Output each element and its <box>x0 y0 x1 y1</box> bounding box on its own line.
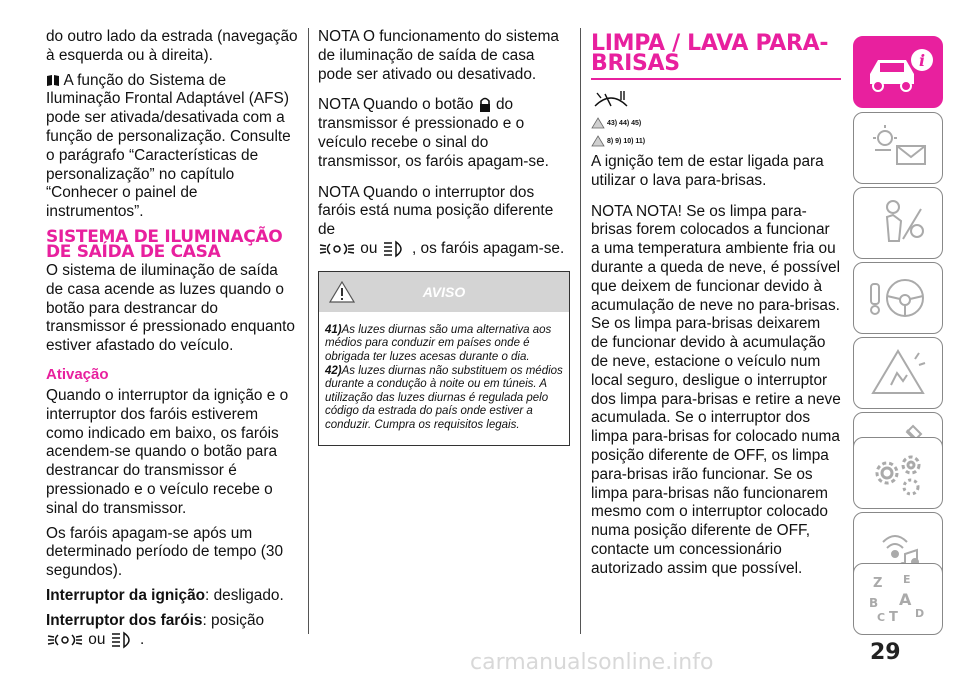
paragraph: do outro lado da estrada (navegação à esquerda ou à direita). <box>46 28 298 64</box>
warning-refs: 43) 44) 45) <box>607 119 642 127</box>
note-headlight-text-b: , os faróis apagam-se. <box>411 240 565 258</box>
index-letter: C <box>877 611 886 624</box>
low-beam-icon <box>110 631 136 649</box>
index-letter: B <box>869 596 879 610</box>
or-text: ou <box>88 630 106 648</box>
position-lights-icon <box>318 241 356 257</box>
svg-text:i: i <box>918 51 926 70</box>
caution-references <box>591 135 841 147</box>
tab-emergency[interactable] <box>853 337 943 409</box>
warning-item <box>325 365 563 433</box>
warning-header <box>319 272 569 312</box>
safety-seat-icon <box>863 195 933 251</box>
note: NOTA O funcionamento do sistema de iluminação de saída de casa pode ser ativado ou desativado. <box>318 28 559 83</box>
ignition-label: Interruptor da ignição <box>46 586 206 604</box>
emergency-triangle-icon <box>863 345 933 401</box>
lock-icon <box>478 97 492 113</box>
title-rule <box>591 78 841 80</box>
column-divider-2 <box>580 28 581 634</box>
headlight-symbols <box>46 631 298 650</box>
warning-text: As luzes diurnas não substituem os médios durante a condução à noite ou em túneis. A utilização das luzes diurnas é regulada pelo código da estrada do país onde estiver a conduzir. Cumpra os requisitos legais. <box>325 364 563 431</box>
warning-number: 42) <box>325 364 342 377</box>
chapter-title: LIMPA / LAVA PARA-BRISAS <box>591 31 829 76</box>
subsection-title: Ativação <box>46 365 109 383</box>
note-lock <box>318 96 570 171</box>
car-info-icon <box>858 44 938 100</box>
headlight-label: Interruptor dos faróis <box>46 611 203 629</box>
afs-text: A função do Sistema de Iluminação Frontal Adaptável (AFS) pode ser ativada/desativada com a função de personalização. Consulte o parágrafo “Características de personalização” no capítulo “Conhecer o painel de instrumentos”. <box>46 71 291 221</box>
paragraph-afs <box>46 72 298 222</box>
wiper-symbol <box>591 88 841 113</box>
caution-triangle-icon <box>591 135 605 147</box>
section-title: SISTEMA DE ILUMINAÇÃO DE SAÍDA DE CASA <box>46 226 283 262</box>
note-headlight <box>318 184 570 259</box>
tab-technical-specs[interactable] <box>853 437 943 509</box>
paragraph: Quando o interruptor da ignição e o interruptor dos faróis estiverem como indicado em baixo, os faróis acendem-se quando o botão para destrancar do transmissor é pressionado e o veículo recebe o sinal do transmissor. <box>46 386 289 517</box>
gears-icon <box>863 445 933 501</box>
caution-refs: 8) 9) 10) 11) <box>607 137 646 145</box>
page-number: 29 <box>870 640 901 665</box>
steering-wheel-icon <box>863 270 933 326</box>
tab-starting-driving[interactable] <box>853 262 943 334</box>
ignition-line <box>46 587 298 606</box>
headlight-line <box>46 612 298 631</box>
alphabet-index-icon <box>863 571 933 627</box>
index-letter: D <box>915 607 925 620</box>
note: NOTA NOTA! Se os limpa para-brisas forem colocados a funcionar a uma temperatura ambiente fria ou durante a queda de neve, é possível que deixem de funcionar devido à acumulação de neve no para-brisas. Se os limpa para-brisas deixarem de funcionar devido à acumulação de neve, estacione o veículo num local seguro, desligue o interruptor dos limpa para-brisas e retire a neve acumulada. Se o interruptor dos limpa para-brisas for colocado numa posição diferente de OFF, os limpa para-brisas irão funcionar. Se os limpa para-brisas não funcionarem mesmo com o interruptor colocado numa posição diferente de OFF, contacte um concessionário autorizado assim que possível. <box>591 202 841 577</box>
paragraph: O sistema de iluminação de saída de casa acende as luzes quando o botão para destrancar do transmissor é pressionado enquanto estiver afastado do veículo. <box>46 261 295 355</box>
dashboard-lights-icon <box>863 120 933 176</box>
period: . <box>139 630 145 648</box>
column-divider-1 <box>308 28 309 634</box>
column-3 <box>591 28 841 585</box>
watermark: carmanualsonline.info <box>470 650 714 675</box>
note-lock-text-a: NOTA Quando o botão <box>318 96 474 114</box>
paragraph: A ignição tem de estar ligada para utilizar o lava para-brisas. <box>591 153 824 189</box>
note-lock-text-b: do transmissor é pressionado e o veículo recebe o sinal do transmissor, os faróis apagam-se. <box>318 96 549 170</box>
warning-title: AVISO <box>422 283 466 300</box>
tab-know-your-car[interactable] <box>853 36 943 108</box>
index-letter: A <box>899 590 912 609</box>
warning-body <box>319 312 569 445</box>
tab-dashboard[interactable] <box>853 112 943 184</box>
warning-item <box>325 324 563 365</box>
low-beam-icon <box>382 240 408 258</box>
book-icon <box>46 74 60 87</box>
tab-index[interactable] <box>853 563 943 635</box>
index-letter: Z <box>873 576 883 591</box>
index-letter: E <box>903 573 911 586</box>
index-letter: T <box>889 610 898 625</box>
or-text: ou <box>360 240 378 258</box>
ignition-value: : desligado. <box>205 586 284 604</box>
warning-box <box>318 271 570 446</box>
column-1 <box>46 28 298 655</box>
note-headlight-text-a: NOTA Quando o interruptor dos faróis está numa posição diferente de <box>318 183 554 239</box>
wiper-washer-icon <box>591 88 631 108</box>
warning-triangle-icon <box>591 117 605 129</box>
column-2 <box>318 28 570 452</box>
position-lights-icon <box>46 632 84 648</box>
tab-safety[interactable] <box>853 187 943 259</box>
warning-number: 41) <box>325 323 342 336</box>
paragraph: Os faróis apagam-se após um determinado período de tempo (30 segundos). <box>46 524 283 580</box>
headlight-value: : posição <box>202 611 265 629</box>
warning-text: As luzes diurnas são uma alternativa aos médios para conduzir em países onde é obrigada ter luzes acesas durante o dia. <box>325 323 552 364</box>
warning-references <box>591 117 841 129</box>
